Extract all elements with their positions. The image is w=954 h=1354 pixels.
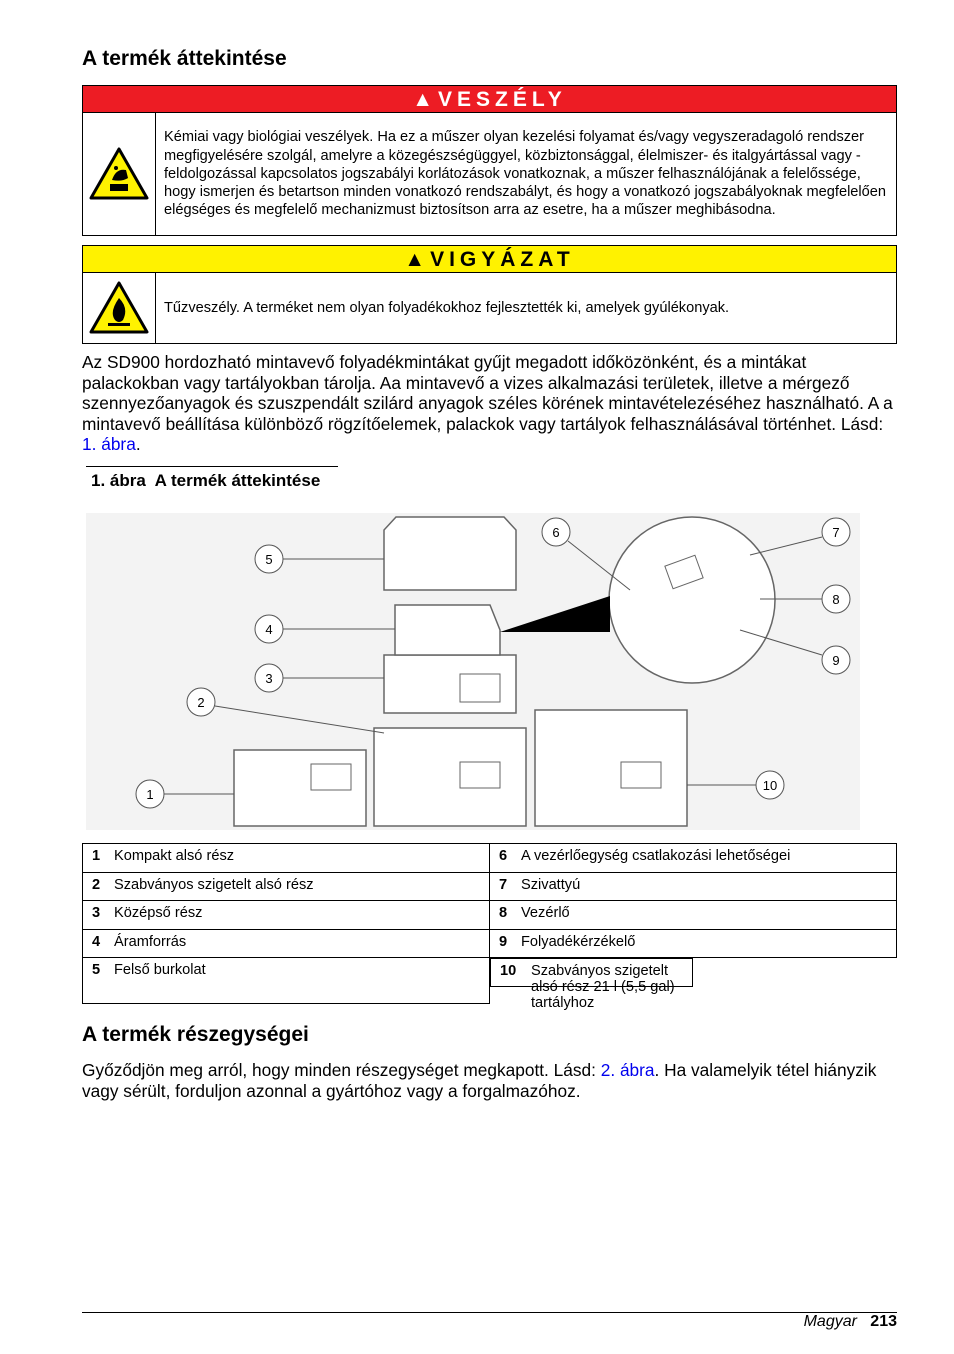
table-row: 5 Felső burkolat 10 Szabványos szigetelt alsó rész 21 l (5,5 gal) tartályhoz — [83, 958, 897, 1004]
danger-text: Kémiai vagy biológiai veszélyek. Ha ez a műszer olyan kezelési folyamat és/vagy vegyszeradagoló rendszer megfigyelésére szolgál, amelyre a közegészségüggyel, közbiztonsággal, élelmiszer- és italgyártással vagy -feldolgozással kapcsolatos jogszabályi korlátozások vonatkoznak, a műszer felhasználójának a felelőssége, hogy ismerjen és betartson minden vonatkozó rendszabályt, és hogy a vonatkozó jogszabályoknak megfelelően elégséges és megfelelő mechanizmust biztosítson arra az esetre, ha a műszer meghibásodna. — [164, 129, 887, 219]
table-row: 3 Középső rész 8 Vezérlő — [83, 901, 897, 930]
intro-text: Az SD900 hordozható mintavevő folyadékmintákat gyűjt megadott időközönként, és a mintákat palackokban vagy tartályokban tárolja. Aa mintavevő a vizes alkalmazási területek, illetve a mérgező szennyezőanyagok és szuszpendált szilárd anyagok széles körének mintavételezéséhez használható. A a mintavevő beállítása különböző rögzítőelemek, palackok vagy tartályok felhasználásával történhet. Lásd: — [82, 352, 893, 434]
svg-text:6: 6 — [552, 525, 560, 540]
svg-text:7: 7 — [832, 525, 840, 540]
large-base — [535, 710, 687, 826]
svg-text:9: 9 — [832, 653, 840, 668]
figure-2-link[interactable]: 2. ábra — [600, 1060, 655, 1080]
section2-end: . Ha valamelyik tétel hiányzik vagy sérült, forduljon azonnal a gyártóhoz vagy a forgalmazóhoz. — [82, 1060, 877, 1101]
section-title: A termék áttekintése — [82, 47, 287, 70]
callout-5 — [255, 545, 283, 573]
callout-8 — [822, 585, 850, 613]
table-row: 4 Áramforrás 9 Folyadékérzékelő — [83, 929, 897, 958]
callout-4 — [255, 615, 283, 643]
figure-1-link[interactable]: 1. ábra — [82, 434, 136, 455]
callout-2 — [187, 688, 215, 716]
svg-text:1: 1 — [146, 787, 154, 802]
section-title-2: A termék részegységei — [82, 1023, 309, 1046]
page-number: 213 — [870, 1313, 897, 1330]
svg-text:10: 10 — [762, 778, 778, 793]
callout-3 — [255, 664, 283, 692]
standard-base — [374, 728, 526, 826]
top-cover — [384, 517, 516, 590]
callout-9 — [822, 646, 850, 674]
svg-text:2: 2 — [197, 695, 205, 710]
section2-text: Győződjön meg arról, hogy minden részegységet megkapott. Lásd: — [82, 1060, 601, 1080]
callout-1 — [136, 780, 164, 808]
caution-text: Tűzveszély. A terméket nem olyan folyadékokhoz fejlesztették ki, amelyek gyúlékonyak. — [164, 299, 730, 316]
warning-triangle-icon: ▲ — [412, 88, 439, 111]
svg-text:3: 3 — [265, 671, 273, 686]
table-row: 2 Szabványos szigetelt alsó rész 7 Szivattyú — [83, 872, 897, 901]
intro-end: . — [135, 434, 141, 455]
caution-label: VIGYÁZAT — [430, 248, 575, 271]
callout-10 — [756, 771, 784, 799]
legend-table — [82, 843, 897, 1011]
footer-rule — [82, 1312, 897, 1313]
figure-caption: 1. ábra A termék áttekintése — [91, 471, 321, 490]
table-row: 1 Kompakt alsó rész 6 A vezérlőegység csatlakozási lehetőségei — [83, 844, 897, 873]
svg-text:4: 4 — [265, 622, 273, 637]
svg-text:5: 5 — [265, 552, 273, 567]
footer-language: Magyar — [803, 1313, 857, 1330]
callout-7 — [822, 518, 850, 546]
controller-detail — [609, 517, 775, 683]
warning-triangle-icon: ▲ — [404, 248, 431, 271]
danger-label: VESZÉLY — [438, 88, 567, 111]
svg-text:8: 8 — [832, 592, 840, 607]
callout-6 — [542, 518, 570, 546]
footer — [804, 1313, 897, 1331]
power-supply — [395, 605, 500, 655]
section2-paragraph — [82, 1060, 902, 1101]
